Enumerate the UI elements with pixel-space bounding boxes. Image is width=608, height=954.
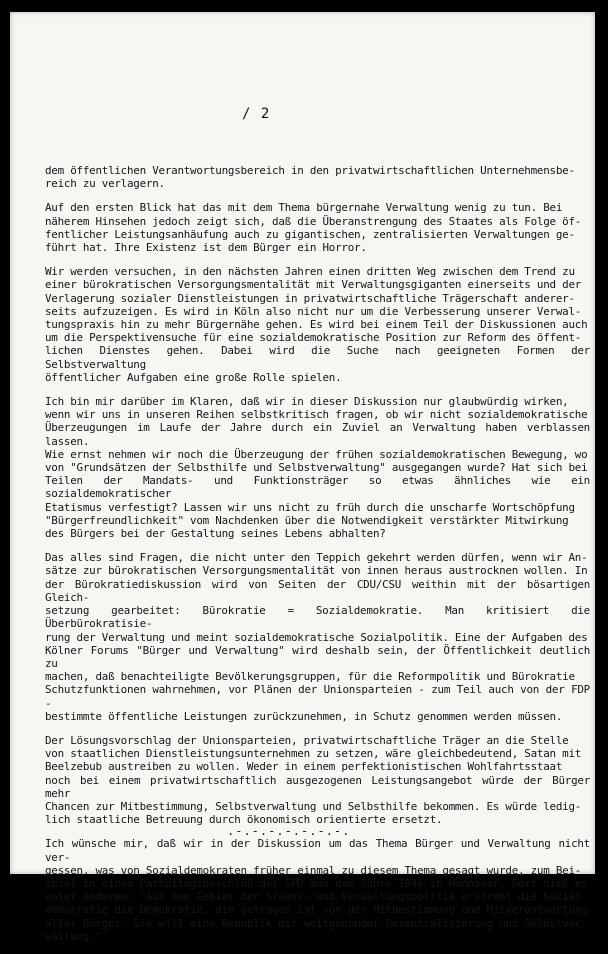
paragraph-5: Das alles sind Fragen, die nicht unter den Teppich gekehrt werden dürfen, wenn wir An- sätze zur bürokratischen Versorgungsmentalität von innen heraus austrocknen wollen. In der Bürokratiediskussion wird von Seiten der CDU/CSU weithin mit der bösartigen Gleich- setzung gearbeitet: Bürokratie = Sozialdemokratie. Man kritisiert die Überbürokratisie- rung der Verwaltung und meint sozialdemokratische Sozialpolitik. Eine der Aufgaben des Kölner Forums "Bürger und Verwaltung" wird deshalb sein, der Öffentlichkeit deutlich zu machen, daß benachteiligte Bevölkerungsgruppen, für die Reformpolitik und Bürokratie Schutzfunktionen wahrnehmen, vor Plänen der Unionsparteien - zum Teil auch von der FDP - bestimmte öffentliche Leistungen zurückzunehmen, in Schutz genommen werden müssen. xyxy=(45,551,590,723)
paragraph-2: Auf den ersten Blick hat das mit dem Thema bürgernahe Verwaltung wenig zu tun. Bei näherem Hinsehen jedoch zeigt sich, daß die Überanstrengung des Staates als Folge öf- fentlicher Leistungsanhäufung auch zu gigantischen, zentralisierten Verwaltungen ge- führt hat. Ihre Existenz ist dem Bürger ein Horror. xyxy=(45,201,582,255)
document-page xyxy=(10,12,595,943)
paragraph-7: Ich wünsche mir, daß wir in der Diskussion um das Thema Bürger und Verwaltung nicht ver- gessen, was von Sozialdemokraten früher einmal zu diesem Thema gesagt wurde, zum Bei- spiel in einem Parteitagsbeschluß der SPD aus dem Jahre 1946 in Hannover. Dort hieß es unter anderem: "Auf dem Gebiet der Staats- und Verwaltungspolitik erstrebt die Sozial- demokratie die Demokratie, die getragen ist von der Mitbestimmung und Mitverantwortung aller Bürger. Sie will eine Republik mit weitgehender Dezentralisierung und Selbstver- waltung." xyxy=(45,837,590,943)
paragraph-3: Wir werden versuchen, in den nächsten Jahren einen dritten Weg zwischen dem Trend zu einer bürokratischen Versorgungsmentalität mit Verwaltungsgiganten einerseits und der Verlagerung sozialer Dienstleistungen in privatwirtschaftliche Trägerschaft anderer- seits aufzuzeigen. Es wird in Köln also nicht nur um die Verbesserung unserer Verwal- tungspraxis hin zu mehr Bürgernähe gehen. Es wird bei einem Teil der Diskussionen auch um die Perspektivensuche für eine sozialdemokratische Position zur Reform des öffent- lichen Dienstes gehen. Dabei wird die Suche nach geeigneten Formen der Selbstverwaltung öffentlicher Aufgaben eine große Rolle spielen. xyxy=(45,265,590,384)
page-number: / 2 xyxy=(242,106,271,122)
paragraph-1: dem öffentlichen Verantwortungsbereich in den privatwirtschaftlichen Unternehmensbe- reich zu verlagern. xyxy=(45,164,575,191)
paragraph-4: Ich bin mir darüber im Klaren, daß wir in dieser Diskussion nur glaubwürdig wirken, wenn wir uns in unseren Reihen selbstkritisch fragen, ob wir nicht sozialdemokratische Überzeugungen im Laufe der Jahre durch ein Zuviel an Verwaltung haben verblassen lassen. Wie ernst nehmen wir noch die Überzeugung der frühen sozialdemokratischen Bewegung, wo von "Grundsätzen der Selbsthilfe und Selbstverwaltung" ausgegangen wurde? Hat sich bei Teilen der Mandats- und Funktionsträger so etwas ähnliches wie ein sozialdemokratischer Etatismus verfestigt? Lassen wir uns nicht zu früh durch die unscharfe Wortschöpfung "Bürgerfreundlichkeit" vom Nachdenken über die Notwendigkeit verstärkter Mitwirkung des Bürgers bei der Gestaltung seines Lebens abhalten? xyxy=(45,395,590,541)
paragraph-6: Der Lösungsvorschlag der Unionsparteien, privatwirtschaftliche Träger an die Stelle von staatlichen Dienstleistungsunternehmen zu setzen, wäre gleichbedeutend, Satan mit Beelzebub austreiben zu wollen. Weder in einem perfektionistischen Wohlfahrtsstaat noch bei einem privatwirtschaftlich ausgezogenen Leistungsangebot würde der Bürger mehr Chancen zur Mitbestimmung, Selbstverwaltung und Selbsthilfe bekommen. Es würde ledig- lich staatliche Betreuung durch ökonomisch orientierte ersetzt. xyxy=(45,733,590,827)
end-mark: .-.-.-.-.-.-.-. xyxy=(227,824,351,838)
